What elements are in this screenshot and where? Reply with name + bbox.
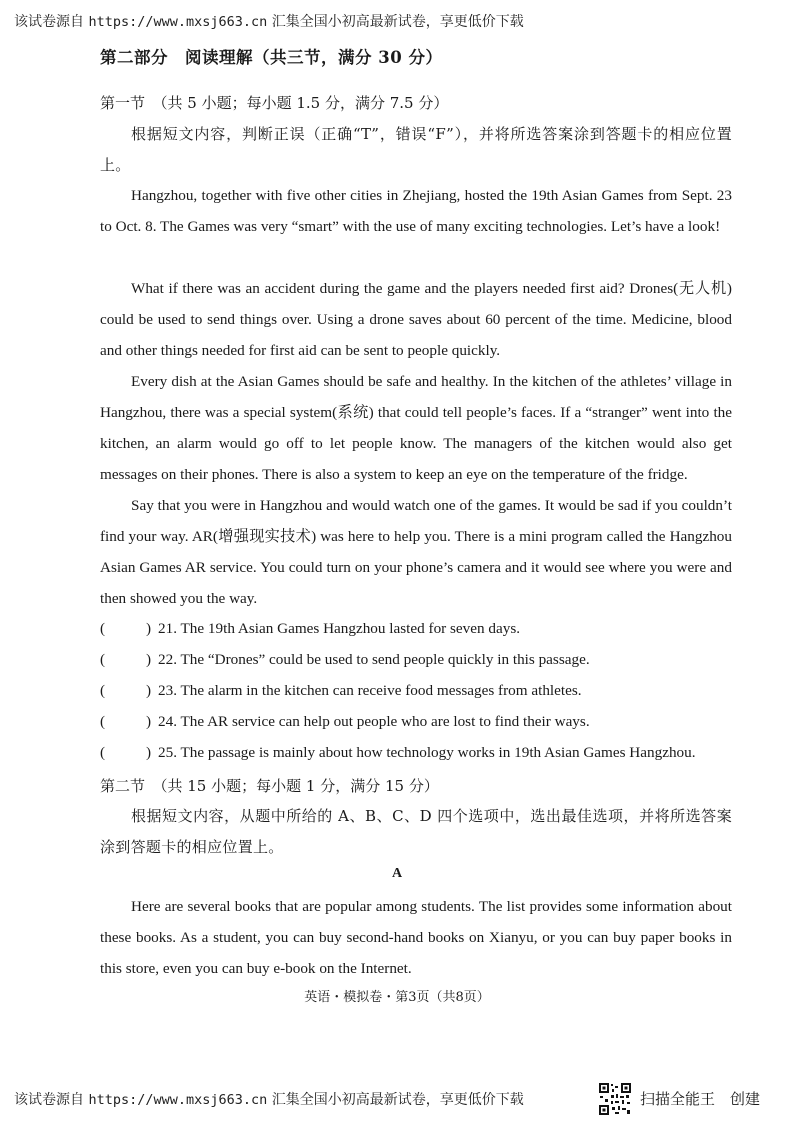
passage-paragraph-2: What if there was an accident during the game and the players needed first aid? Drones(无人机) could be used to send things over. Using a drone saves about 60 percent of the time. Medicine, blood and other things needed for first aid can be sent to people quickly. bbox=[100, 280, 732, 359]
banner-prefix: 该试卷源自 bbox=[14, 14, 84, 30]
question-text: 25. The passage is mainly about how technology works in 19th Asian Games Hangzhou. bbox=[158, 744, 696, 761]
passage-label: A bbox=[391, 866, 403, 881]
banner-suffix: 汇集全国小初高最新试卷，享更低价下载 bbox=[271, 1092, 524, 1108]
question-text: 24. The AR service can help out people who are lost to find their ways. bbox=[158, 713, 590, 730]
section2-heading: 第二节 （共 15 小题；每小题 1 分，满分 15 分） bbox=[100, 777, 439, 795]
part-title: 第二部分 阅读理解（共三节，满分 30 分） bbox=[100, 48, 443, 67]
answer-blank-close: ) bbox=[146, 713, 152, 730]
section1-instruction: 根据短文内容，判断正误（正确“T”，错误“F”），并将所选答案涂到答题卡的相应位置上。 bbox=[100, 125, 732, 174]
answer-blank-close: ) bbox=[146, 620, 152, 637]
scanner-watermark: 扫描全能王 创建 bbox=[640, 1090, 761, 1108]
question-23 bbox=[100, 682, 582, 700]
banner-url[interactable]: https://www.mxsj663.cn bbox=[88, 14, 268, 30]
question-22 bbox=[100, 651, 590, 669]
passage-paragraph-4: Say that you were in Hangzhou and would watch one of the games. It would be sad if you couldn’t find your way. AR(增强现实技术) was here to help you. There is a mini program called the Hangzhou Asian Games AR service. You could turn on your phone’s camera and it would see where you were and then showed you the way. bbox=[100, 497, 732, 607]
answer-blank[interactable]: ( bbox=[100, 651, 106, 668]
answer-blank[interactable]: ( bbox=[100, 682, 106, 699]
qr-code-icon bbox=[598, 1082, 632, 1116]
banner-suffix: 汇集全国小初高最新试卷，享更低价下载 bbox=[271, 14, 524, 30]
answer-blank-close: ) bbox=[146, 744, 152, 761]
question-24 bbox=[100, 713, 590, 731]
question-text: 22. The “Drones” could be used to send people quickly in this passage. bbox=[158, 651, 590, 668]
answer-blank[interactable]: ( bbox=[100, 620, 106, 637]
answer-blank-close: ) bbox=[146, 651, 152, 668]
section1-heading: 第一节 （共 5 小题；每小题 1.5 分，满分 7.5 分） bbox=[100, 94, 449, 112]
banner-url[interactable]: https://www.mxsj663.cn bbox=[88, 1092, 268, 1108]
question-21 bbox=[100, 620, 520, 638]
question-text: 23. The alarm in the kitchen can receive food messages from athletes. bbox=[158, 682, 582, 699]
section2-instruction: 根据短文内容，从题中所给的 A、B、C、D 四个选项中，选出最佳选项，并将所选答案涂到答题卡的相应位置上。 bbox=[100, 807, 732, 856]
answer-blank[interactable]: ( bbox=[100, 744, 106, 761]
question-25 bbox=[100, 744, 696, 762]
answer-blank-close: ) bbox=[146, 682, 152, 699]
source-banner-bottom bbox=[14, 1089, 524, 1109]
banner-prefix: 该试卷源自 bbox=[14, 1092, 84, 1108]
passage-paragraph-1: Hangzhou, together with five other cities in Zhejiang, hosted the 19th Asian Games from Sept. 23 to Oct. 8. The Games was very “smart” with the use of many exciting technologies. Let’s have a look! bbox=[100, 187, 732, 235]
page-footer: 英语・模拟卷・第3页（共8页） bbox=[304, 990, 490, 1005]
passage-a-paragraph: Here are several books that are popular among students. The list provides some information about these books. As a student, you can buy second-hand books on Xianyu, or you can buy paper books in this store, even you can buy e-book on the Internet. bbox=[100, 898, 732, 977]
passage-paragraph-3: Every dish at the Asian Games should be safe and healthy. In the kitchen of the athletes’ village in Hangzhou, there was a special system(系统) that could tell people’s faces. If a “stranger” went into the kitchen, an alarm would go off to let people know. The managers of the kitchen would also get messages on their phones. There is also a system to keep an eye on the temperature of the fridge. bbox=[100, 373, 732, 483]
question-text: 21. The 19th Asian Games Hangzhou lasted for seven days. bbox=[158, 620, 521, 637]
source-banner-top bbox=[14, 11, 524, 31]
answer-blank[interactable]: ( bbox=[100, 713, 106, 730]
